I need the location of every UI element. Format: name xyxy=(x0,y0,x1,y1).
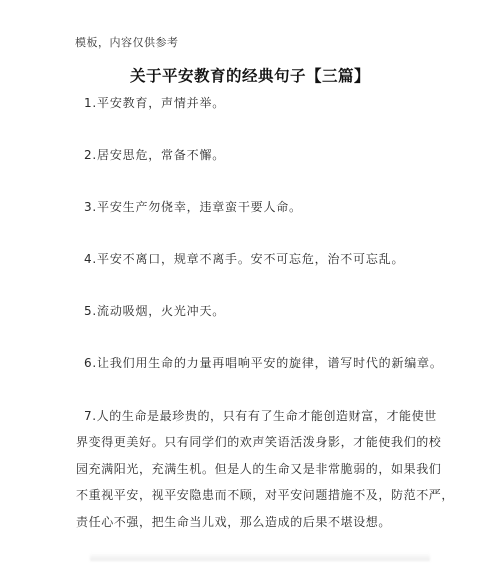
document-title: 关于平安教育的经典句子【三篇】 xyxy=(129,66,370,85)
list-item: 5.流动吸烟，火光冲天。 xyxy=(84,304,226,318)
list-item: 3.平安生产勿侥幸，违章蛮干要人命。 xyxy=(84,200,302,214)
list-item: 1.平安教育，声情并举。 xyxy=(84,96,226,110)
paragraph-line: 7.人的生命是最珍贵的，只有有了生命才能创造财富，才能使世 xyxy=(84,409,437,423)
list-item-paragraph xyxy=(76,406,455,538)
paragraph-line: 园充满阳光，充满生机。但是人的生命又是非常脆弱的，如果我们 xyxy=(76,461,442,476)
paragraph-line: 不重视平安，视平安隐患而不顾，对平安问题措施不及，防范不严， xyxy=(76,488,455,503)
list-item: 2.居安思危，常备不懈。 xyxy=(84,148,226,162)
paragraph-line: 责任心不强，把生命当儿戏，那么造成的后果不堪设想。 xyxy=(76,514,392,529)
template-note: 模板，内容仅供参考 xyxy=(75,36,179,49)
list-item: 6.让我们用生命的力量再唱响平安的旋律，谱写时代的新编章。 xyxy=(84,356,443,370)
page-bottom-fade xyxy=(90,553,430,561)
list-item: 4.平安不离口，规章不离手。安不可忘危，治不可忘乱。 xyxy=(84,252,405,266)
paragraph-line: 界变得更美好。只有同学们的欢声笑语活泼身影，才能使我们的校 xyxy=(76,435,442,450)
